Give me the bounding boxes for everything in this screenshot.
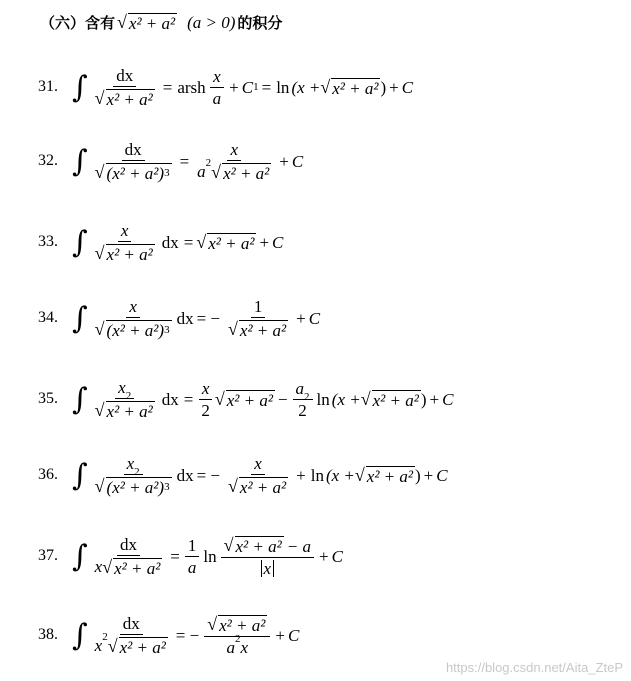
fraction: dx x 2 √ x² + a² <box>94 613 166 657</box>
fraction: dx √ x² + a² <box>94 65 153 109</box>
heading-suffix: 的积分 <box>237 14 283 32</box>
formula-number: 32. <box>38 152 58 169</box>
formula-31: 31. ∫ dx √ x² + a² = arsh $\frac{x}{a}$ + C 1 = ln (x + √ x² + a² ) + C <box>38 65 414 109</box>
formula-34: 34. ∫ x √ (x² + a²) 3 dx = − 1 √ x² + a² + C <box>38 296 321 340</box>
section-heading <box>40 12 282 33</box>
formula-35: 35. ∫ x 2 √ x² + a² dx = $\frac{x}{2}$ √ x² + a² − a 2 2 ln (x + √ x² + a² ) + C <box>38 377 454 421</box>
formula-number: 36. <box>38 466 58 483</box>
formula-number: 31. <box>38 78 58 95</box>
formula-33: 33. ∫ x √ x² + a² dx = √ x² + a² + C <box>38 220 284 264</box>
fraction: x √ x² + a² <box>94 220 153 264</box>
fraction: 1 √ x² + a² <box>228 296 287 340</box>
formula-36: 36. ∫ x 2 √ (x² + a²) 3 dx = − x √ x² + a² + ln (x + √ x² + a² ) + C <box>38 453 448 497</box>
formula-38: 38. ∫ dx x 2 √ x² + a² = − √ x² + a² a 2 x + C <box>38 613 300 657</box>
fraction: √ x² + a² − a x <box>221 536 314 577</box>
formula-37: 37. ∫ dx x √ x² + a² = $\frac{1}{a}$ ln √ x² + a² − a x + C <box>38 534 343 578</box>
formula-number: 37. <box>38 547 58 564</box>
formula-32: 32. ∫ dx √ (x² + a²) 3 = x a 2 √ x² + a² + C <box>38 139 304 183</box>
integral-sign: ∫ <box>72 382 88 417</box>
integral-sign: ∫ <box>72 618 88 653</box>
integral-sign: ∫ <box>72 144 88 179</box>
fraction: dx √ (x² + a²) 3 <box>94 139 170 183</box>
integral-sign: ∫ <box>72 539 88 574</box>
heading-expr: x² + a² <box>128 14 176 33</box>
integral-sign: ∫ <box>72 458 88 493</box>
fraction: x 2 √ x² + a² <box>94 377 153 421</box>
formula-number: 34. <box>38 309 58 326</box>
fraction: x √ (x² + a²) 3 <box>94 296 170 340</box>
integral-sign: ∫ <box>72 301 88 336</box>
fraction: $\frac{1}{a}$ <box>185 537 200 576</box>
formula-number: 33. <box>38 233 58 250</box>
fraction: dx x √ x² + a² <box>94 534 161 578</box>
integral-sign: ∫ <box>72 225 88 260</box>
heading-condition: (a > 0) <box>187 13 236 32</box>
fraction: a 2 2 <box>293 380 313 419</box>
fraction: $\frac{x}{2}$ <box>198 380 213 419</box>
watermark-text: https://blog.csdn.net/Aita_ZteP <box>445 660 623 675</box>
fraction: x √ x² + a² <box>228 453 287 497</box>
fraction: x a 2 √ x² + a² <box>197 139 270 183</box>
heading-prefix: （六）含有 <box>40 14 116 32</box>
heading-sqrt: √ x² + a² <box>117 12 176 33</box>
fraction: $\frac{x}{a}$ <box>210 68 225 107</box>
fraction: x 2 √ (x² + a²) 3 <box>94 453 170 497</box>
formula-number: 35. <box>38 390 58 407</box>
formula-number: 38. <box>38 626 58 643</box>
fraction: √ x² + a² a 2 x <box>204 615 270 656</box>
integral-sign: ∫ <box>72 70 88 105</box>
